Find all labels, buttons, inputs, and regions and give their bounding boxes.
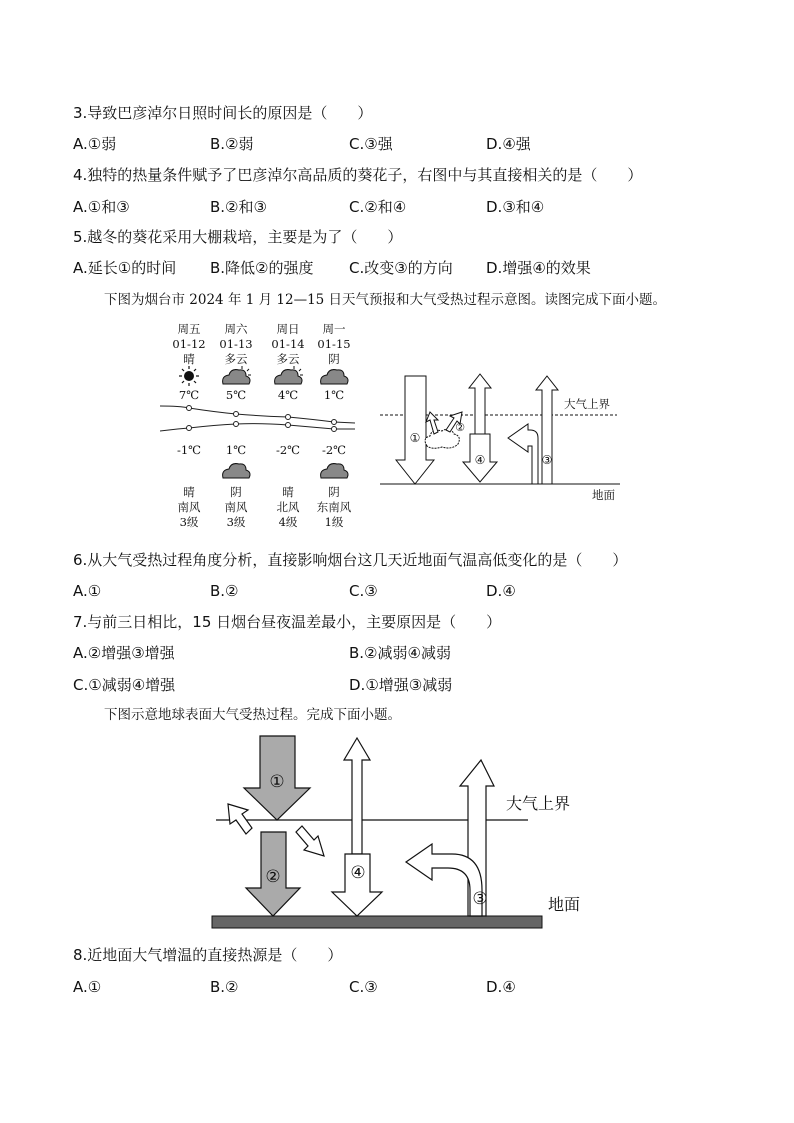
- intro-text-2: 下图示意地球表面大气受热过程。完成下面小题。: [104, 707, 401, 723]
- atmosphere-top-label: 大气上界: [506, 794, 571, 813]
- wind-level-label: 3级: [179, 515, 199, 529]
- question-4-stem: 4.独特的热量条件赋予了巴彦淖尔高品质的葵花子，右图中与其直接相关的是（ ）: [73, 166, 643, 184]
- q4-option-c: C.②和④: [349, 198, 407, 216]
- q6-option-d: D.④: [486, 582, 516, 600]
- weekday-label: 周一: [322, 322, 346, 336]
- mark-1: ①: [269, 772, 285, 792]
- forecast-col-4: [317, 322, 352, 529]
- low-temp: 1℃: [225, 443, 247, 457]
- date-label: 01-14: [271, 337, 305, 351]
- q8-option-a: A.①: [73, 978, 102, 996]
- low-temp: -2℃: [321, 443, 347, 457]
- sun-icon: [179, 366, 199, 386]
- arrow-ground-up: [469, 374, 491, 434]
- wind-level-label: 1级: [324, 515, 344, 529]
- high-temp: 7℃: [178, 388, 200, 402]
- q7-option-c: C.①减弱④增强: [73, 676, 176, 694]
- partly-cloudy-icon: [223, 366, 251, 384]
- mark-4: ④: [474, 453, 486, 467]
- reflected-arrow: [228, 804, 252, 834]
- q5-option-b: B.降低②的强度: [210, 259, 314, 277]
- q4-option-b: B.②和③: [210, 198, 267, 216]
- q8-option-c: C.③: [349, 978, 378, 996]
- atmosphere-heating-diagram-2: [200, 730, 600, 935]
- night-weather-label: 阴: [230, 485, 242, 499]
- wind-level-label: 3级: [226, 515, 246, 529]
- mark-3: ③: [541, 453, 553, 467]
- night-weather-label: 晴: [282, 485, 294, 499]
- intro-text-1: 下图为烟台市 2024 年 1 月 12—15 日天气预报和大气受热过程示意图。读图完成下面小题。: [104, 292, 667, 308]
- low-temp: -1℃: [176, 443, 202, 457]
- day-weather-label: 晴: [183, 352, 195, 366]
- q8-option-d: D.④: [486, 978, 516, 996]
- q7-option-d: D.①增强③减弱: [349, 676, 453, 694]
- q6-option-b: B.②: [210, 582, 239, 600]
- q5-option-c: C.改变③的方向: [349, 259, 453, 277]
- reflected-arrow: [296, 826, 324, 856]
- weekday-label: 周五: [177, 322, 201, 336]
- weather-forecast-figure: [160, 318, 370, 538]
- high-temp-point: [234, 412, 239, 417]
- question-8-stem: 8.近地面大气增温的直接热源是（ ）: [73, 946, 343, 964]
- q6-option-a: A.①: [73, 582, 102, 600]
- weekday-label: 周日: [276, 322, 300, 336]
- wind-label: 南风: [224, 500, 248, 514]
- cloud-icon: [321, 370, 348, 384]
- mark-1: ①: [409, 431, 421, 445]
- ground-label: 地面: [592, 488, 615, 502]
- q3-option-b: B.②弱: [210, 135, 254, 153]
- ground-bar: [212, 916, 542, 928]
- low-temp-point: [286, 423, 291, 428]
- q7-option-a: A.②增强③增强: [73, 644, 175, 662]
- q4-option-a: A.①和③: [73, 198, 130, 216]
- q3-option-d: D.④强: [486, 135, 531, 153]
- date-label: 01-13: [219, 337, 253, 351]
- date-label: 01-12: [172, 337, 206, 351]
- day-weather-label: 多云: [224, 352, 248, 366]
- q5-option-a: A.延长①的时间: [73, 259, 177, 277]
- moon-icon: [284, 461, 293, 479]
- question-7-stem: 7.与前三日相比，15 日烟台昼夜温差最小，主要原因是（ ）: [73, 613, 502, 631]
- arrow-1: [396, 376, 434, 484]
- mark-2: ②: [265, 867, 281, 887]
- q5-option-d: D.增强④的效果: [486, 259, 591, 277]
- atmosphere-heating-diagram-1: [372, 368, 634, 508]
- q7-option-b: B.②减弱④减弱: [349, 644, 451, 662]
- q6-option-c: C.③: [349, 582, 378, 600]
- cloud-icon: [321, 464, 348, 478]
- ground-label: 地面: [548, 895, 581, 914]
- q4-option-d: D.③和④: [486, 198, 545, 216]
- date-label: 01-15: [317, 337, 351, 351]
- question-6-stem: 6.从大气受热过程角度分析，直接影响烟台这几天近地面气温高低变化的是（ ）: [73, 551, 628, 569]
- high-temp: 4℃: [277, 388, 299, 402]
- atmosphere-top-label: 大气上界: [564, 397, 610, 411]
- low-temp-point: [187, 426, 192, 431]
- question-5-stem: 5.越冬的葵花采用大棚栽培，主要是为了（ ）: [73, 228, 403, 246]
- low-temp-point: [234, 422, 239, 427]
- mark-2: ②: [455, 421, 465, 434]
- wind-label: 南风: [177, 500, 201, 514]
- high-temp: 5℃: [225, 388, 247, 402]
- q8-option-b: B.②: [210, 978, 239, 996]
- wind-label: 北风: [276, 500, 300, 514]
- night-weather-label: 晴: [183, 485, 195, 499]
- arrow-ground-up: [344, 738, 370, 854]
- day-weather-label: 多云: [276, 352, 300, 366]
- low-temp: -2℃: [275, 443, 301, 457]
- q3-option-a: A.①弱: [73, 135, 117, 153]
- wind-level-label: 4级: [278, 515, 298, 529]
- partly-cloudy-icon: [275, 366, 303, 384]
- moon-icon: [185, 461, 194, 479]
- day-weather-label: 阴: [328, 352, 340, 366]
- high-temp-point: [286, 415, 291, 420]
- arrow-3: [508, 376, 558, 484]
- high-temp-point: [332, 420, 337, 425]
- high-temp-point: [187, 406, 192, 411]
- low-temp-point: [332, 427, 337, 432]
- night-weather-label: 阴: [328, 485, 340, 499]
- wind-label: 东南风: [316, 500, 352, 514]
- weekday-label: 周六: [224, 322, 248, 336]
- q3-option-c: C.③强: [349, 135, 393, 153]
- cloud-icon: [223, 464, 250, 478]
- mark-3: ③: [472, 889, 488, 909]
- high-temp: 1℃: [323, 388, 345, 402]
- question-3-stem: 3.导致巴彦淖尔日照时间长的原因是（ ）: [73, 104, 373, 122]
- mark-4: ④: [350, 863, 366, 883]
